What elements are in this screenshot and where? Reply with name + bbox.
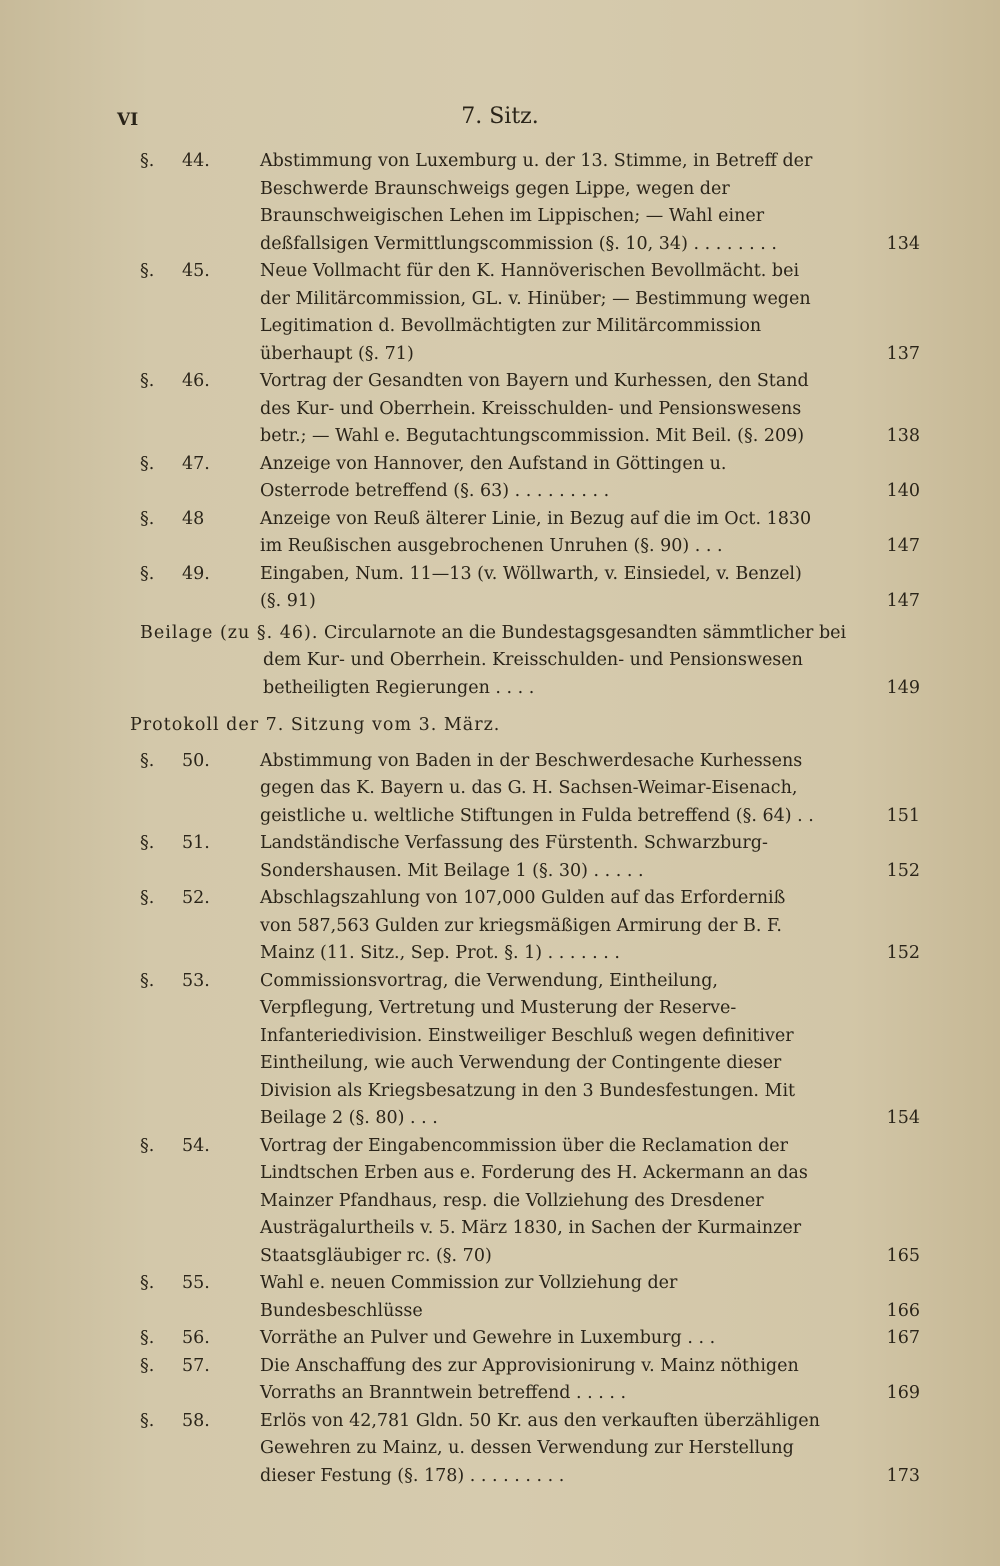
- entry-page: 173: [886, 1465, 920, 1486]
- entry-paragraph-sign: §.: [140, 371, 155, 391]
- toc-entry: [140, 1408, 920, 1491]
- entry-text: Anzeige von Hannover, den Aufstand in Göttingen u. Osterrode betreffend (§. 63) . . . . . . . . .: [260, 453, 727, 501]
- entry-number: 58.: [182, 1410, 210, 1431]
- entry-text: Abschlagszahlung von 107,000 Gulden auf das Erforderniß von 587,563 Gulden zur kriegsmäßigen Armirung der B. F. Mainz (11. Sitz., Sep. Prot. §. 1) . . . . . . .: [260, 888, 786, 963]
- entry-page: 167: [886, 1328, 920, 1348]
- entry-paragraph-sign: §.: [140, 508, 155, 529]
- toc-entry: [140, 451, 920, 506]
- entry-paragraph-sign: §.: [140, 1273, 155, 1293]
- entry-number: 49.: [182, 563, 210, 584]
- entry-text: Abstimmung von Baden in der Beschwerdesache Kurhessens gegen das K. Bayern u. das G. H. Sachsen-Weimar-Eisenach, geistliche u. weltliche Stiftungen in Fulda betreffend (§. 64) . .: [260, 750, 814, 826]
- entry-paragraph-sign: §.: [140, 1410, 155, 1431]
- toc-entry: [140, 1353, 920, 1408]
- entry-text: Abstimmung von Luxemburg u. der 13. Stimme, in Betreff der Beschwerde Braunschweigs gegen Lippe, wegen der Braunschweigischen Lehen im Lippischen; — Wahl einer deßfallsigen Vermittlungscommission (§. 10, 34) . . . . . . . .: [260, 151, 813, 254]
- entry-paragraph-sign: §.: [140, 1355, 155, 1376]
- beilage-page: 149: [886, 677, 920, 698]
- running-header: 7. Sitz.: [461, 104, 539, 129]
- entry-paragraph-sign: §.: [140, 563, 155, 584]
- toc-entry: [140, 830, 920, 885]
- toc-entry: [140, 258, 920, 368]
- entry-text: Vortrag der Eingabencommission über die Reclamation der Lindtschen Erben aus e. Forderung des H. Ackermann an das Mainzer Pfandhaus, resp. die Vollziehung des Dresdener Austrägalurtheils v. 5. März 1830, in Sachen der Kurmainzer Staatsgläubiger rc. (§. 70): [260, 1135, 808, 1266]
- entry-text: Vortrag der Gesandten von Bayern und Kurhessen, den Stand des Kur- und Oberrhein. Kreisschulden- und Pensionswesens betr.; — Wahl e. Begutachtungscommission. Mit Beil. (§. 209): [260, 371, 809, 446]
- page-number: VI: [117, 110, 139, 130]
- entry-number: 56.: [182, 1328, 210, 1348]
- entry-page: 134: [886, 233, 920, 254]
- toc-entry: [140, 748, 920, 831]
- entry-paragraph-sign: §.: [140, 833, 155, 853]
- entry-text: Eingaben, Num. 11—13 (v. Wöllwarth, v. Einsiedel, v. Benzel) (§. 91): [260, 563, 802, 611]
- entry-number: 47.: [182, 453, 210, 474]
- entry-text: Landständische Verfassung des Fürstenth. Schwarzburg-Sondershausen. Mit Beilage 1 (§. 30) . . . . .: [260, 833, 768, 881]
- entry-text: Neue Vollmacht für den K. Hannöverischen Bevollmächt. bei der Militärcommission, GL. v. Hinüber; — Bestimmung wegen Legitimation d. Bevollmächtigten zur Militärcommission überhaupt (§. 71): [260, 261, 811, 364]
- entry-page: 166: [886, 1300, 920, 1321]
- entry-number: 53.: [182, 970, 210, 991]
- entry-text: Wahl e. neuen Commission zur Vollziehung der Bundesbeschlüsse: [260, 1273, 678, 1321]
- entry-page: 138: [886, 426, 920, 446]
- table-of-contents: [130, 148, 920, 1490]
- protokoll-heading: Protokoll der 7. Sitzung vom 3. März.: [130, 715, 501, 735]
- entry-number: 51.: [182, 833, 210, 853]
- entry-number: 46.: [182, 371, 210, 391]
- entry-text: Commissionsvortrag, die Verwendung, Eintheilung, Verpflegung, Vertretung und Musterung der Reserve-Infanteriedivision. Einstweiliger Beschluß wegen definitiver Eintheilung, wie auch Verwendung der Contingente dieser Division als Kriegsbesatzung in den 3 Bundesfestungen. Mit Beilage 2 (§. 80) . . .: [260, 970, 796, 1128]
- entry-paragraph-sign: §.: [140, 970, 155, 991]
- toc-entry: [140, 506, 920, 561]
- entry-text: Die Anschaffung des zur Approvisionirung v. Mainz nöthigen Vorraths an Branntwein betreffend . . . . .: [260, 1355, 799, 1403]
- toc-entry: [140, 148, 920, 258]
- entry-number: 50.: [182, 750, 210, 771]
- beilage-entry: [140, 620, 920, 703]
- toc-entry: [140, 885, 920, 968]
- entry-page: 147: [886, 536, 920, 556]
- entry-paragraph-sign: §.: [140, 261, 155, 281]
- entry-page: 147: [886, 591, 920, 611]
- toc-entry: [140, 968, 920, 1133]
- entry-page: 152: [886, 943, 920, 963]
- entry-number: 55.: [182, 1273, 210, 1293]
- entry-page: 165: [886, 1245, 920, 1266]
- entry-page: 137: [886, 343, 920, 364]
- entry-paragraph-sign: §.: [140, 1135, 155, 1156]
- entry-text: Erlös von 42,781 Gldn. 50 Kr. aus den verkauften überzähligen Gewehren zu Mainz, u. dessen Verwendung zur Herstellung dieser Festung (§. 178) . . . . . . . . .: [260, 1410, 820, 1486]
- toc-entry: [140, 368, 920, 451]
- entry-page: 151: [886, 805, 920, 826]
- entry-page: 154: [886, 1108, 920, 1128]
- beilage-label: Beilage (zu §. 46).: [140, 622, 319, 643]
- entry-number: 45.: [182, 261, 210, 281]
- entry-number: 54.: [182, 1135, 210, 1156]
- toc-entry: [140, 1270, 920, 1325]
- entry-paragraph-sign: §.: [140, 888, 155, 908]
- entry-paragraph-sign: §.: [140, 151, 155, 171]
- entry-paragraph-sign: §.: [140, 453, 155, 474]
- entry-number: 52.: [182, 888, 210, 908]
- entries-section-a: [140, 148, 920, 616]
- entry-number: 48: [182, 508, 205, 529]
- entry-page: 152: [886, 860, 920, 881]
- entry-text: Vorräthe an Pulver und Gewehre in Luxemburg . . .: [260, 1328, 716, 1348]
- entry-number: 57.: [182, 1355, 210, 1376]
- entry-number: 44.: [182, 151, 210, 171]
- entry-paragraph-sign: §.: [140, 750, 155, 771]
- beilage-text: Circularnote an die Bundestagsgesandten sämmtlicher bei dem Kur- und Oberrhein. Kreisschulden- und Pensionswesen betheiligten Regierungen . . . .: [263, 622, 847, 698]
- entry-page: 169: [886, 1383, 920, 1403]
- toc-entry: [140, 1325, 920, 1353]
- entries-section-b: [140, 748, 920, 1491]
- entry-page: 140: [886, 481, 920, 501]
- entry-text: Anzeige von Reuß älterer Linie, in Bezug auf die im Oct. 1830 im Reußischen ausgebrochenen Unruhen (§. 90) . . .: [260, 508, 812, 556]
- entry-paragraph-sign: §.: [140, 1328, 155, 1348]
- toc-entry: [140, 561, 920, 616]
- toc-entry: [140, 1133, 920, 1271]
